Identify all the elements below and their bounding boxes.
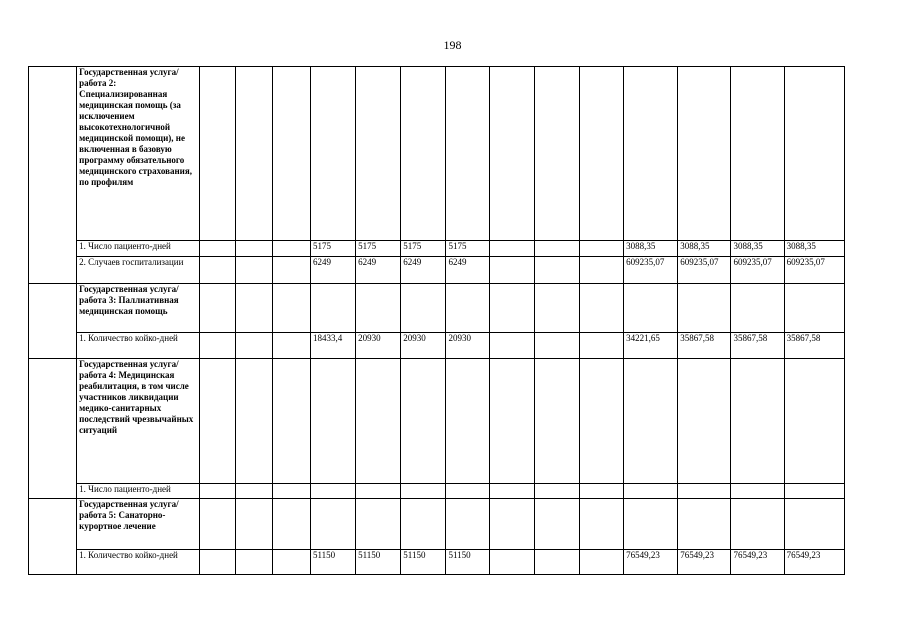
- table-cell: [310, 67, 355, 241]
- indicator-name: 1. Количество койко-дней: [77, 333, 199, 359]
- table-cell: [489, 284, 534, 333]
- table-cell: [199, 333, 235, 359]
- table-cell: [489, 499, 534, 550]
- table-cell: [579, 550, 623, 575]
- table-cell: 35867,58: [678, 333, 731, 359]
- table-cell: [579, 67, 623, 241]
- table-cell: 20930: [446, 333, 489, 359]
- table-cell: [534, 484, 579, 499]
- table-cell: 20930: [356, 333, 401, 359]
- table-cell: [534, 359, 579, 484]
- table-cell: 6249: [356, 257, 401, 284]
- table-cell: [272, 67, 310, 241]
- table-cell: [199, 484, 235, 499]
- table-cell: 35867,58: [784, 333, 844, 359]
- table-cell: [784, 67, 844, 241]
- table-cell: [235, 284, 272, 333]
- table-cell: [624, 284, 678, 333]
- table-cell: [579, 359, 623, 484]
- table-cell: 76549,23: [731, 550, 784, 575]
- table-cell: [489, 257, 534, 284]
- table-cell: [235, 499, 272, 550]
- table-cell: [579, 484, 623, 499]
- table-cell: [489, 67, 534, 241]
- table-cell: [272, 484, 310, 499]
- table-cell: 20930: [401, 333, 446, 359]
- table-cell: [624, 67, 678, 241]
- table-cell: [446, 484, 489, 499]
- table-cell: 6249: [401, 257, 446, 284]
- table-cell: [579, 284, 623, 333]
- table-cell: [678, 284, 731, 333]
- table-cell: [199, 257, 235, 284]
- table-cell: [784, 359, 844, 484]
- table-cell: [199, 359, 235, 484]
- table-cell: [731, 67, 784, 241]
- table-cell: [401, 359, 446, 484]
- table-cell: [235, 257, 272, 284]
- table-cell: 51150: [356, 550, 401, 575]
- table-cell: 5175: [356, 241, 401, 257]
- table-cell: 3088,35: [678, 241, 731, 257]
- table-cell: [446, 67, 489, 241]
- table-cell: [731, 359, 784, 484]
- table-cell: [489, 333, 534, 359]
- table-cell: [272, 284, 310, 333]
- table-cell: [579, 499, 623, 550]
- table-cell: [678, 359, 731, 484]
- table-row: [29, 333, 845, 359]
- table-cell: 5175: [310, 241, 355, 257]
- table-cell: [310, 284, 355, 333]
- table-cell: [731, 499, 784, 550]
- table-cell: [489, 484, 534, 499]
- table-cell: [678, 499, 731, 550]
- table-cell: [235, 550, 272, 575]
- table-cell: [401, 499, 446, 550]
- table-row-service-3: [29, 284, 845, 333]
- table-row-service-5: [29, 499, 845, 550]
- table-cell: 76549,23: [624, 550, 678, 575]
- table-cell: 3088,35: [624, 241, 678, 257]
- table-cell: [356, 359, 401, 484]
- table-cell: [235, 67, 272, 241]
- table-cell: [534, 241, 579, 257]
- table-cell: 51150: [446, 550, 489, 575]
- table-cell: [489, 241, 534, 257]
- table-cell: 18433,4: [310, 333, 355, 359]
- table-cell: 5175: [401, 241, 446, 257]
- table-cell: [784, 284, 844, 333]
- table-cell: [731, 484, 784, 499]
- row-group-cell: [29, 499, 77, 575]
- table-cell: [272, 257, 310, 284]
- table-cell: 5175: [446, 241, 489, 257]
- indicator-name: 2. Случаев госпитализации: [77, 257, 199, 284]
- table-cell: [534, 284, 579, 333]
- table-cell: [489, 359, 534, 484]
- table-cell: [446, 284, 489, 333]
- table-cell: [579, 333, 623, 359]
- table-cell: 51150: [310, 550, 355, 575]
- service-name: Государственная услуга/работа 2: Специализированная медицинская помощь (за исключением высокотехнологичной медицинской помощи), не включенная в базовую программу обязательного медицинского страхования, по профилям: [77, 67, 199, 241]
- table-cell: 6249: [310, 257, 355, 284]
- table-cell: [534, 67, 579, 241]
- table-cell: [784, 484, 844, 499]
- table-cell: [446, 499, 489, 550]
- table-cell: 609235,07: [731, 257, 784, 284]
- table-cell: [446, 359, 489, 484]
- row-group-cell: [29, 284, 77, 359]
- table-cell: [199, 284, 235, 333]
- table-cell: [356, 67, 401, 241]
- table-cell: [272, 499, 310, 550]
- table-cell: [784, 499, 844, 550]
- table-cell: 76549,23: [678, 550, 731, 575]
- table-row: [29, 550, 845, 575]
- table-cell: [534, 333, 579, 359]
- table-cell: [199, 550, 235, 575]
- table-cell: [624, 499, 678, 550]
- table-cell: [356, 284, 401, 333]
- table-cell: [489, 550, 534, 575]
- table-cell: 76549,23: [784, 550, 844, 575]
- table-cell: 51150: [401, 550, 446, 575]
- page-number: 198: [443, 38, 462, 52]
- indicator-name: 1. Число пациенто-дней: [77, 241, 199, 257]
- service-name: Государственная услуга/работа 5: Санаторно-курортное лечение: [77, 499, 199, 550]
- table-cell: [272, 241, 310, 257]
- table-row: [29, 241, 845, 257]
- table-cell: 3088,35: [731, 241, 784, 257]
- table-cell: [534, 499, 579, 550]
- table-cell: [199, 67, 235, 241]
- table-row-service-2: [29, 67, 845, 241]
- table-cell: [272, 333, 310, 359]
- table-cell: 35867,58: [731, 333, 784, 359]
- table-cell: [624, 359, 678, 484]
- service-name: Государственная услуга/работа 4: Медицинская реабилитация, в том числе участников ликвидации медико-санитарных последствий чрезвычайных ситуаций: [77, 359, 199, 484]
- table-cell: [401, 484, 446, 499]
- table-cell: 34221,65: [624, 333, 678, 359]
- table-cell: [356, 499, 401, 550]
- table-cell: [534, 550, 579, 575]
- table-cell: [272, 550, 310, 575]
- row-group-cell: [29, 67, 77, 284]
- table-cell: 6249: [446, 257, 489, 284]
- table-cell: [534, 257, 579, 284]
- table-cell: [579, 257, 623, 284]
- table-cell: [401, 284, 446, 333]
- table-cell: [678, 67, 731, 241]
- table-cell: 609235,07: [624, 257, 678, 284]
- table-cell: [272, 359, 310, 484]
- table-cell: [199, 499, 235, 550]
- table-cell: [235, 359, 272, 484]
- table-row: [29, 257, 845, 284]
- table-cell: [579, 241, 623, 257]
- table-cell: [235, 241, 272, 257]
- table-cell: [356, 484, 401, 499]
- table-cell: 609235,07: [678, 257, 731, 284]
- services-table: [28, 66, 845, 575]
- table-row-service-4: [29, 359, 845, 484]
- row-group-cell: [29, 359, 77, 499]
- table-cell: [199, 241, 235, 257]
- table-cell: 3088,35: [784, 241, 844, 257]
- table-cell: [624, 484, 678, 499]
- service-name: Государственная услуга/работа 3: Паллиативная медицинская помощь: [77, 284, 199, 333]
- table-cell: [310, 359, 355, 484]
- indicator-name: 1. Число пациенто-дней: [77, 484, 199, 499]
- table-cell: [401, 67, 446, 241]
- table-cell: [235, 484, 272, 499]
- table-cell: [310, 484, 355, 499]
- table-cell: [731, 284, 784, 333]
- table-cell: [678, 484, 731, 499]
- table-row: [29, 484, 845, 499]
- table-cell: [235, 333, 272, 359]
- indicator-name: 1. Количество койко-дней: [77, 550, 199, 575]
- table-cell: 609235,07: [784, 257, 844, 284]
- table-cell: [310, 499, 355, 550]
